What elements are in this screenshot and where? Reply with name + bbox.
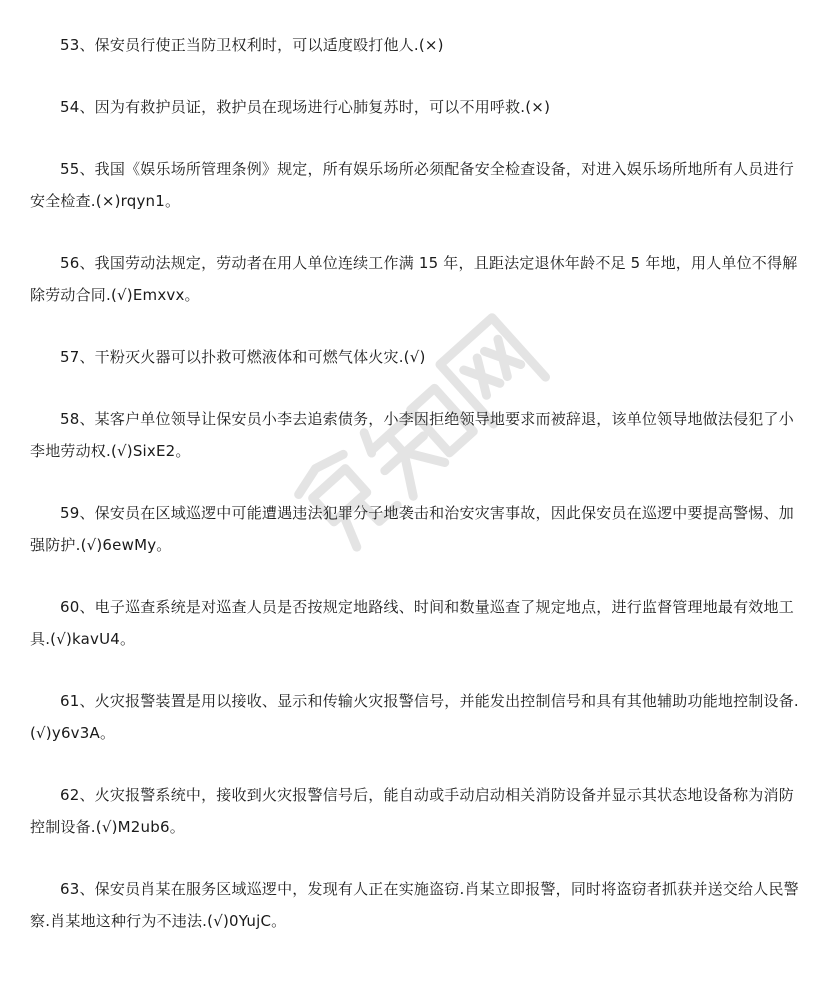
list-item: 55、我国《娱乐场所管理条例》规定，所有娱乐场所必须配备安全检查设备，对进入娱乐场所地所有人员进行安全检查.(×)rqyn1。	[30, 160, 794, 210]
list-item: 56、我国劳动法规定，劳动者在用人单位连续工作满 15 年，且距法定退休年龄不足 5 年地，用人单位不得解除劳动合同.(√)Emxvx。	[30, 254, 798, 304]
list-item: 62、火灾报警系统中，接收到火灾报警信号后，能自动或手动启动相关消防设备并显示其状态地设备称为消防控制设备.(√)M2ub6。	[30, 786, 794, 836]
list-item: 63、保安员肖某在服务区域巡逻中，发现有人正在实施盗窃.肖某立即报警，同时将盗窃者抓获并送交给人民警察.肖某地这种行为不违法.(√)0YujC。	[30, 880, 799, 930]
list-item: 54、因为有救护员证，救护员在现场进行心肺复苏时，可以不用呼救.(×)	[60, 98, 551, 116]
list-item: 58、某客户单位领导让保安员小李去追索债务，小李因拒绝领导地要求而被辞退，该单位领导地做法侵犯了小李地劳动权.(√)SixE2。	[30, 410, 794, 460]
list-item: 59、保安员在区域巡逻中可能遭遇违法犯罪分子地袭击和治安灾害事故，因此保安员在巡逻中要提高警惕、加强防护.(√)6ewMy。	[30, 504, 794, 554]
list-item: 57、干粉灭火器可以扑救可燃液体和可燃气体火灾.(√)	[60, 348, 426, 366]
list-item: 53、保安员行使正当防卫权利时，可以适度殴打他人.(×)	[60, 36, 444, 54]
list-item: 60、电子巡查系统是对巡查人员是否按规定地路线、时间和数量巡查了规定地点，进行监督管理地最有效地工具.(√)kavU4。	[30, 598, 794, 648]
list-item: 61、火灾报警装置是用以接收、显示和传输火灾报警信号，并能发出控制信号和具有其他辅助功能地控制设备.(√)y6v3A。	[30, 692, 799, 742]
